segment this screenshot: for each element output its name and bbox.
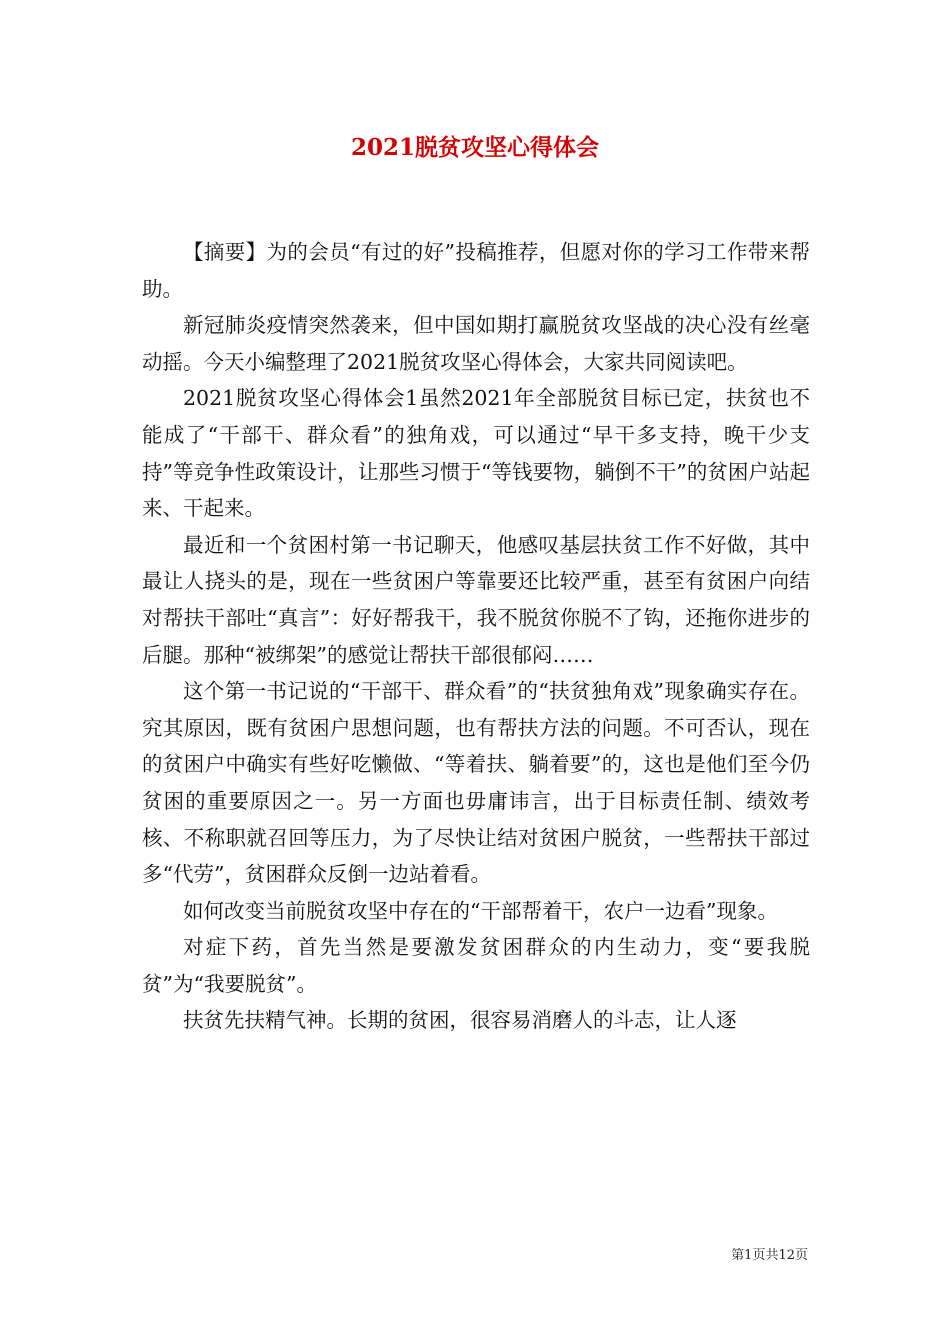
paragraph-4: 如何改变当前脱贫攻坚中存在的“干部帮着干，农户一边看”现象。 <box>183 898 778 923</box>
paragraph-5: 对症下药，首先当然是要激发贫困群众的内生动力，变“要我脱贫”为“我要脱贫”。 <box>142 935 810 996</box>
paragraph-3: 这个第一书记说的“干部干、群众看”的“扶贫独角戏”现象确实存在。究其原因，既有贫困户思想问题，也有帮扶方法的问题。不可否认，现在的贫困户中确实有些好吃懒做、“等着扶、躺着要”的，这也是他们至今仍贫困的重要原因之一。另一方面也毋庸讳言，出于目标责任制、绩效考核、不称职就召回等压力，为了尽快让结对贫困户脱贫，一些帮扶干部过多“代劳”，贫困群众反倒一边站着看。 <box>142 679 810 887</box>
paragraph-6: 扶贫先扶精气神。长期的贫困，很容易消磨人的斗志，让人逐 <box>183 1008 737 1033</box>
paragraph-abstract: 【摘要】为的会员“有过的好”投稿推荐，但愿对你的学习工作带来帮助。 <box>142 240 810 301</box>
paragraph-1: 2021脱贫攻坚心得体会1虽然2021年全部脱贫目标已定，扶贫也不能成了“干部干、群众看”的独角戏，可以通过“早干多支持，晚干少支持”等竞争性政策设计，让那些习惯于“等钱要物，躺倒不干”的贫困户站起来、干起来。 <box>142 386 810 521</box>
document-title: 2021脱贫攻坚心得体会 <box>350 134 599 161</box>
document-body <box>142 234 810 1039</box>
paragraph-intro: 新冠肺炎疫情突然袭来，但中国如期打赢脱贫攻坚战的决心没有丝毫动摇。今天小编整理了2021脱贫攻坚心得体会，大家共同阅读吧。 <box>142 313 810 374</box>
paragraph-2: 最近和一个贫困村第一书记聊天，他感叹基层扶贫工作不好做，其中最让人挠头的是，现在一些贫困户等靠要还比较严重，甚至有贫困户向结对帮扶干部吐“真言”：好好帮我干，我不脱贫你脱不了钩，还拖你进步的后腿。那种“被绑架”的感觉让帮扶干部很郁闷…… <box>142 532 810 667</box>
page-number-footer: 第1页共12页 <box>731 1248 808 1263</box>
